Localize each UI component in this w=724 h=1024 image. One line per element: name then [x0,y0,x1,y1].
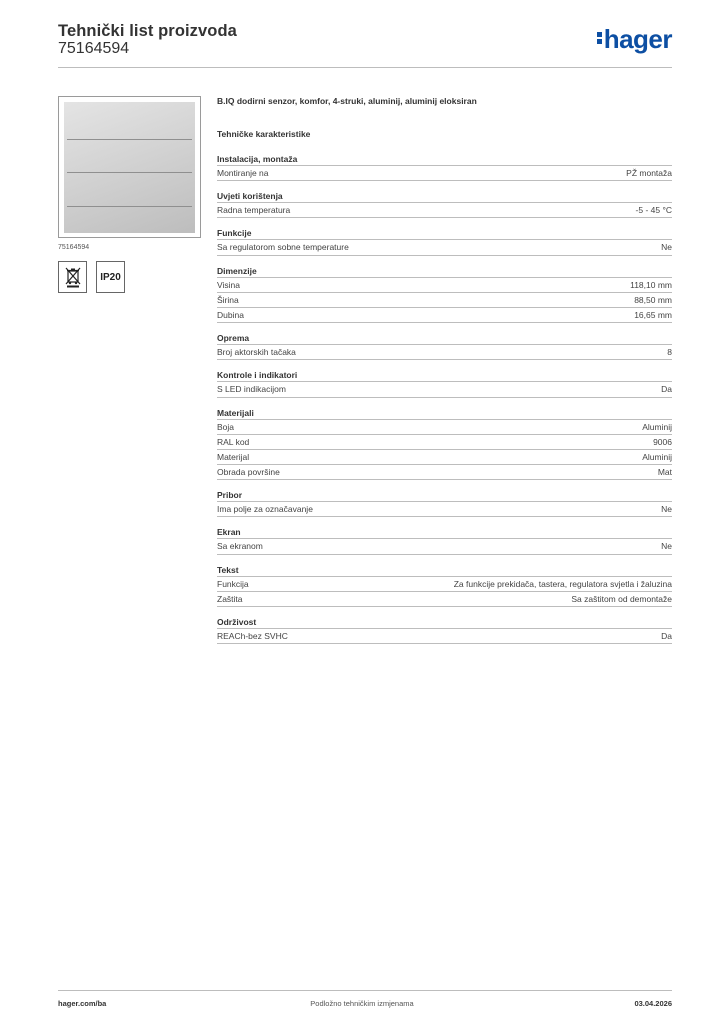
section-heading: Tehničke karakteristike [217,129,311,139]
weee-crossed-bin-icon [64,266,82,288]
spec-value: Aluminij [642,421,672,432]
product-image [64,102,195,233]
header-divider [58,67,672,68]
spec-row [217,435,672,450]
spec-label: Materijal [217,451,250,462]
spec-group-title: Oprema [217,333,672,345]
spec-value: Za funkcije prekidača, tastera, regulatora svjetla i žaluzina [453,578,672,589]
spec-row [217,420,672,435]
spec-label: Funkcija [217,578,249,589]
spec-row [217,465,672,480]
spec-group [217,228,672,255]
spec-group [217,565,672,607]
product-image-line [67,139,192,140]
spec-value: -5 - 45 °C [635,205,672,216]
spec-label: Širina [217,294,239,305]
spec-label: RAL kod [217,436,250,447]
spec-label: Broj aktorskih tačaka [217,347,296,358]
spec-value: 118,10 mm [630,279,672,290]
spec-value: Ne [661,541,672,552]
spec-label: Dubina [217,309,244,320]
page-title: Tehnički list proizvoda [58,22,237,40]
spec-label: Sa regulatorom sobne temperature [217,242,349,253]
spec-value: 8 [667,347,672,358]
spec-row [217,592,672,607]
product-image-line [67,206,192,207]
spec-value: Aluminij [642,451,672,462]
spec-value: 16,65 mm [634,309,672,320]
spec-label: Zaštita [217,593,243,604]
product-name: B.IQ dodirni senzor, komfor, 4-struki, aluminij, aluminij eloksiran [217,96,477,106]
spec-row [217,345,672,360]
spec-row [217,502,672,517]
spec-row [217,240,672,255]
spec-label: Radna temperatura [217,205,291,216]
spec-group-title: Materijali [217,408,672,420]
spec-value: Da [661,631,672,641]
spec-row [217,203,672,218]
spec-row [217,539,672,554]
spec-group [217,191,672,218]
spec-group-title: Instalacija, montaža [217,154,672,166]
spec-label: REACh-bez SVHC [217,631,288,641]
spec-group-title: Uvjeti korištenja [217,191,672,203]
product-image-line [67,172,192,173]
product-code: 75164594 [58,40,130,57]
spec-value: 88,50 mm [634,294,672,305]
spec-label: Montiranje na [217,168,269,178]
spec-label: Visina [217,279,240,290]
spec-row [217,166,672,181]
spec-value: Ne [661,242,672,253]
spec-group [217,490,672,517]
spec-group-title: Ekran [217,527,672,539]
spec-group-title: Održivost [217,617,672,629]
spec-group [217,617,672,644]
spec-label: S LED indikacijom [217,384,286,395]
spec-group-title: Kontrole i indikatori [217,370,672,382]
logo-text: hager [603,24,672,54]
spec-row [217,577,672,592]
footer-divider [58,990,672,991]
spec-row [217,450,672,465]
image-caption: 75164594 [58,244,90,251]
spec-group-title: Tekst [217,565,672,577]
spec-label: Obrada površine [217,467,280,478]
spec-label: Boja [217,421,235,432]
spec-value: Da [661,384,672,395]
spec-row [217,629,672,644]
spec-group [217,266,672,324]
spec-group [217,333,672,360]
spec-value: 9006 [653,436,672,447]
spec-row [217,308,672,323]
spec-row [217,293,672,308]
product-image-frame [58,96,201,238]
spec-group [217,408,672,481]
spec-label: Sa ekranom [217,541,263,552]
spec-group-title: Funkcije [217,228,672,240]
spec-label: Ima polje za označavanje [217,504,313,515]
spec-group [217,527,672,554]
footer-note: Podložno tehničkim izmjenama [310,999,414,1008]
ip-rating-badge: IP20 [96,261,125,293]
spec-group [217,370,672,397]
hager-logo [597,26,672,52]
logo-colon-icon [597,30,602,46]
spec-row [217,278,672,293]
spec-value: PŽ montaža [626,168,672,178]
spec-group [217,154,672,181]
spec-value: Mat [657,467,672,478]
footer-date: 03.04.2026 [634,999,672,1008]
spec-group-title: Dimenzije [217,266,672,278]
spec-value: Sa zaštitom od demontaže [571,593,672,604]
footer-website: hager.com/ba [58,999,107,1008]
spec-groups [217,154,672,644]
spec-row [217,382,672,397]
spec-value: Ne [661,504,672,515]
spec-group-title: Pribor [217,490,672,502]
weee-badge [58,261,87,293]
spec-panel [217,96,672,644]
